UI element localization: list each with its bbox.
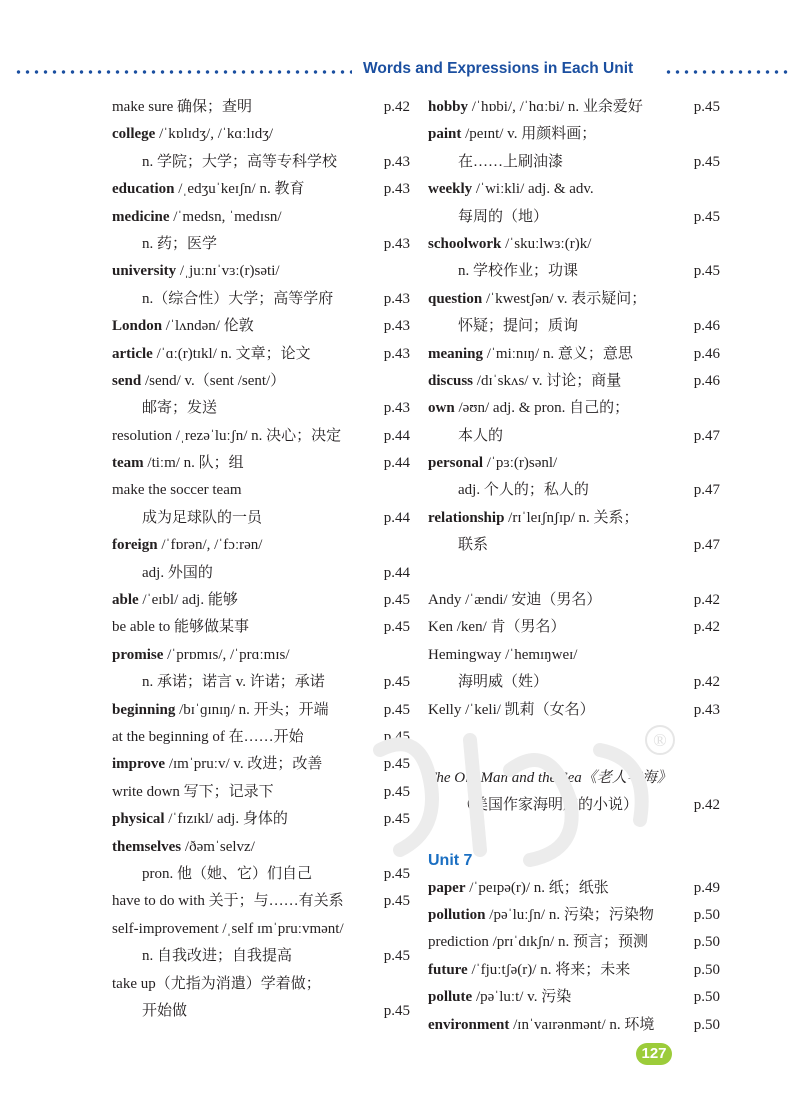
entry-text: 开始做 bbox=[142, 1002, 188, 1019]
entry-text: take up（尤指为消遣）学着做； bbox=[112, 975, 321, 992]
entry-text: /ˈskuːlwɜː(r)k/ bbox=[501, 235, 592, 252]
vocab-entry bbox=[112, 313, 410, 340]
vocab-entry bbox=[112, 423, 410, 450]
vocab-entry bbox=[112, 642, 410, 669]
headword: discuss bbox=[428, 372, 474, 389]
page-reference: p.45 bbox=[693, 153, 720, 170]
vocab-entry bbox=[428, 286, 720, 313]
vocab-entry bbox=[112, 94, 410, 121]
page-reference: p.43 bbox=[693, 701, 720, 718]
page-reference: p.47 bbox=[693, 482, 720, 499]
page-reference: p.44 bbox=[383, 427, 410, 444]
vocab-entry bbox=[112, 477, 410, 504]
vocab-entry bbox=[112, 888, 410, 915]
headword: personal bbox=[428, 455, 484, 472]
entry-text: /ˈpeɪpə(r)/ n. 纸；纸张 bbox=[465, 879, 609, 896]
left-vocabulary-column bbox=[112, 94, 410, 1025]
entry-text: be able to 能够做某事 bbox=[112, 619, 250, 636]
entry-text: /ˈfjuːtʃə(r)/ n. 将来；未来 bbox=[467, 961, 631, 978]
headword: relationship bbox=[428, 509, 505, 526]
entry-text: make sure 确保；查明 bbox=[112, 99, 252, 115]
vocab-entry bbox=[428, 875, 720, 902]
page-reference: p.45 bbox=[383, 728, 410, 745]
header-dots-left bbox=[14, 70, 352, 74]
vocab-entry bbox=[112, 368, 410, 395]
page-reference: p.45 bbox=[383, 674, 410, 691]
vocab-entry bbox=[428, 697, 720, 724]
vocab-entry bbox=[112, 587, 410, 614]
entry-text: n. 自我改进；自我提高 bbox=[142, 948, 293, 965]
page-reference: p.44 bbox=[383, 455, 410, 472]
headword: university bbox=[112, 263, 177, 280]
headword: hobby bbox=[428, 99, 469, 115]
entry-text: /ˈlʌndən/ 伦敦 bbox=[162, 318, 254, 335]
vocab-entry bbox=[112, 943, 410, 970]
page-reference: p.46 bbox=[693, 372, 720, 389]
vocab-entry bbox=[428, 614, 720, 641]
vocab-entry bbox=[428, 984, 720, 1011]
headword: article bbox=[112, 345, 153, 362]
page-reference: p.44 bbox=[383, 564, 410, 581]
entry-text: The Old Man and the Sea《老人与海》 bbox=[428, 769, 672, 786]
vocab-entry bbox=[112, 341, 410, 368]
vocab-entry bbox=[112, 834, 410, 861]
entry-text: /bɪˈɡɪnɪŋ/ n. 开头；开端 bbox=[175, 701, 329, 718]
vocab-entry bbox=[112, 779, 410, 806]
vocab-entry bbox=[428, 121, 720, 148]
entry-text: /ˈkɒlɪdʒ/, /ˈkɑːlɪdʒ/ bbox=[155, 126, 274, 143]
vocab-entry bbox=[112, 505, 410, 532]
entry-text: /ɪnˈvaɪrənmənt/ n. 环境 bbox=[509, 1016, 655, 1033]
page-reference: p.43 bbox=[383, 290, 410, 307]
vocab-entry bbox=[428, 587, 720, 614]
page-reference: p.45 bbox=[383, 619, 410, 636]
vocab-entry bbox=[428, 957, 720, 984]
headword: physical bbox=[112, 811, 165, 828]
vocab-entry bbox=[428, 1012, 720, 1039]
vocab-entry bbox=[112, 971, 410, 998]
entry-text: make the soccer team bbox=[112, 482, 242, 499]
entry-text: 联系 bbox=[458, 537, 489, 554]
headword: team bbox=[112, 455, 144, 472]
vocab-entry bbox=[112, 697, 410, 724]
headword: send bbox=[112, 372, 142, 389]
vocab-entry bbox=[112, 669, 410, 696]
watermark-registered-mark: ® bbox=[653, 730, 667, 750]
entry-text: 海明威（姓） bbox=[458, 674, 549, 691]
spacer bbox=[428, 820, 720, 847]
spacer bbox=[428, 560, 720, 587]
page-reference: p.45 bbox=[693, 99, 720, 115]
entry-text: self-improvement /ˌself ɪmˈpruːvmənt/ bbox=[112, 920, 344, 937]
entry-text: 成为足球队的一员 bbox=[142, 509, 263, 526]
headword: improve bbox=[112, 756, 166, 773]
vocab-entry bbox=[112, 121, 410, 148]
vocab-entry bbox=[112, 258, 410, 285]
vocab-entry bbox=[112, 998, 410, 1025]
vocab-entry bbox=[112, 916, 410, 943]
headword: meaning bbox=[428, 345, 484, 362]
vocab-entry bbox=[112, 532, 410, 559]
entry-text: /ˈɑː(r)tɪkl/ n. 文章；论文 bbox=[152, 345, 311, 362]
headword: schoolwork bbox=[428, 235, 502, 252]
page-reference: p.43 bbox=[383, 318, 410, 335]
right-vocabulary-column bbox=[428, 94, 720, 1039]
page-reference: p.42 bbox=[693, 797, 720, 814]
vocab-entry bbox=[428, 176, 720, 203]
vocab-entry bbox=[428, 395, 720, 422]
entry-text: 本人的 bbox=[458, 427, 504, 444]
entry-text: /pəˈluːʃn/ n. 污染；污染物 bbox=[485, 906, 654, 923]
page-reference: p.45 bbox=[383, 893, 410, 910]
entry-text: 怀疑；提问；质询 bbox=[458, 318, 579, 335]
headword: environment bbox=[428, 1016, 510, 1033]
vocab-entry bbox=[428, 313, 720, 340]
page-reference: p.45 bbox=[383, 783, 410, 800]
page-reference: p.46 bbox=[693, 345, 720, 362]
vocab-entry bbox=[428, 258, 720, 285]
headword: themselves bbox=[112, 838, 182, 855]
entry-text: n. 承诺；诺言 v. 许诺；承诺 bbox=[142, 674, 325, 691]
page-reference: p.42 bbox=[693, 592, 720, 609]
vocab-entry bbox=[428, 204, 720, 231]
entry-text: /əʊn/ adj. & pron. 自己的； bbox=[454, 400, 630, 417]
headword: medicine bbox=[112, 208, 170, 225]
page-reference: p.43 bbox=[383, 235, 410, 252]
entry-text: /ˈmedsn, ˈmedɪsn/ bbox=[169, 208, 282, 225]
entry-text: /tiːm/ n. 队；组 bbox=[143, 455, 244, 472]
entry-text: /send/ v.（sent /sent/） bbox=[141, 372, 286, 389]
vocab-entry bbox=[112, 806, 410, 833]
page-reference: p.45 bbox=[383, 756, 410, 773]
entry-text: n. 学校作业；功课 bbox=[458, 263, 579, 280]
headword: future bbox=[428, 961, 468, 978]
entry-text: /ðəmˈselvz/ bbox=[181, 838, 255, 855]
entry-text: /ˈfɪzɪkl/ adj. 身体的 bbox=[164, 811, 288, 828]
headword: able bbox=[112, 592, 139, 609]
entry-text: adj. 外国的 bbox=[142, 564, 213, 581]
page-reference: p.47 bbox=[693, 427, 720, 444]
page-reference: p.50 bbox=[693, 1016, 720, 1033]
page-reference: p.47 bbox=[693, 537, 720, 554]
page-reference: p.45 bbox=[383, 701, 410, 718]
page-reference: p.45 bbox=[383, 811, 410, 828]
headword: promise bbox=[112, 646, 164, 663]
headword: paint bbox=[428, 126, 462, 143]
vocab-entry bbox=[428, 669, 720, 696]
vocab-entry bbox=[428, 423, 720, 450]
vocab-entry bbox=[428, 532, 720, 559]
vocab-entry bbox=[428, 792, 720, 819]
vocab-entry bbox=[428, 368, 720, 395]
entry-text: /peɪnt/ v. 用颜料画； bbox=[461, 126, 597, 143]
vocab-entry bbox=[112, 724, 410, 751]
vocab-entry bbox=[428, 341, 720, 368]
entry-text: n. 药；医学 bbox=[142, 235, 218, 252]
page-reference: p.43 bbox=[383, 153, 410, 170]
headword: beginning bbox=[112, 701, 176, 718]
page-header bbox=[0, 58, 800, 86]
entry-text: （美国作家海明威的小说） bbox=[458, 797, 639, 814]
vocab-entry bbox=[112, 149, 410, 176]
vocab-entry bbox=[428, 902, 720, 929]
page-reference: p.50 bbox=[693, 934, 720, 951]
entry-text: /ɪmˈpruːv/ v. 改进；改善 bbox=[165, 756, 323, 773]
unit-heading-text: Unit 7 bbox=[428, 852, 473, 870]
vocab-entry bbox=[112, 395, 410, 422]
headword: pollute bbox=[428, 989, 473, 1006]
entry-text: n. 学院；大学；高等专科学校 bbox=[142, 153, 338, 170]
page-reference: p.49 bbox=[693, 879, 720, 896]
page-reference: p.50 bbox=[693, 989, 720, 1006]
page-reference: p.42 bbox=[383, 99, 410, 115]
entry-text: /ˈprɒmɪs/, /ˈprɑːmɪs/ bbox=[163, 646, 290, 663]
page-reference: p.45 bbox=[383, 948, 410, 965]
page-reference: p.50 bbox=[693, 906, 720, 923]
vocab-entry bbox=[112, 204, 410, 231]
entry-text: /rɪˈleɪʃnʃɪp/ n. 关系； bbox=[504, 509, 639, 526]
page-reference: p.44 bbox=[383, 509, 410, 526]
vocab-entry bbox=[112, 450, 410, 477]
headword: own bbox=[428, 400, 455, 417]
entry-text: /ˈmiːnɪŋ/ n. 意义；意思 bbox=[483, 345, 633, 362]
vocab-entry bbox=[428, 231, 720, 258]
entry-text: have to do with 关于；与……有关系 bbox=[112, 893, 344, 910]
spacer bbox=[428, 724, 720, 765]
header-dots-right bbox=[664, 70, 788, 74]
vocab-entry bbox=[428, 94, 720, 121]
vocab-entry bbox=[112, 231, 410, 258]
vocab-entry bbox=[428, 505, 720, 532]
entry-text: /ˈhɒbi/, /ˈhɑːbi/ n. 业余爱好 bbox=[468, 99, 643, 115]
page-reference: p.42 bbox=[693, 619, 720, 636]
page-reference: p.45 bbox=[693, 208, 720, 225]
vocab-entry bbox=[428, 929, 720, 956]
page-reference: p.45 bbox=[383, 1002, 410, 1019]
entry-text: /ˌjuːnɪˈvɜː(r)səti/ bbox=[176, 263, 280, 280]
page-reference: p.43 bbox=[383, 400, 410, 417]
headword: weekly bbox=[428, 181, 473, 198]
vocab-entry bbox=[112, 861, 410, 888]
entry-text: Hemingway /ˈhemɪŋweɪ/ bbox=[428, 646, 578, 663]
entry-text: /ˈfɒrən/, /ˈfɔːrən/ bbox=[157, 537, 263, 554]
entry-text: Kelly /ˈkeli/ 凯莉（女名） bbox=[428, 701, 595, 718]
entry-text: 在……上刷油漆 bbox=[458, 153, 564, 170]
page-reference: p.42 bbox=[693, 674, 720, 691]
entry-text: /ˈeɪbl/ adj. 能够 bbox=[138, 592, 238, 609]
vocab-entry bbox=[428, 450, 720, 477]
page-reference: p.50 bbox=[693, 961, 720, 978]
vocab-entry bbox=[112, 286, 410, 313]
vocab-entry bbox=[112, 176, 410, 203]
entry-text: /ˈpɜː(r)sənl/ bbox=[483, 455, 558, 472]
headword: paper bbox=[428, 879, 466, 896]
entry-text: /ˈkwestʃən/ v. 表示疑问； bbox=[482, 290, 647, 307]
headword: college bbox=[112, 126, 156, 143]
vocab-entry bbox=[112, 614, 410, 641]
entry-text: write down 写下；记录下 bbox=[112, 783, 274, 800]
page-reference: p.45 bbox=[383, 865, 410, 882]
vocab-entry bbox=[112, 560, 410, 587]
page-reference: p.46 bbox=[693, 318, 720, 335]
header-title: Words and Expressions in Each Unit bbox=[363, 60, 634, 77]
unit-heading bbox=[428, 847, 720, 874]
entry-text: pron. 他（她、它）们自己 bbox=[142, 865, 312, 882]
vocab-entry bbox=[428, 642, 720, 669]
page-reference: p.43 bbox=[383, 345, 410, 362]
headword: education bbox=[112, 181, 175, 198]
entry-text: resolution /ˌrezəˈluːʃn/ n. 决心；决定 bbox=[112, 427, 342, 444]
entry-text: prediction /prɪˈdɪkʃn/ n. 预言；预测 bbox=[428, 934, 648, 951]
entry-text: Andy /ˈændi/ 安迪（男名） bbox=[428, 592, 602, 609]
headword: question bbox=[428, 290, 483, 307]
entry-text: /pəˈluːt/ v. 污染 bbox=[472, 989, 572, 1006]
entry-text: Ken /ken/ 肯（男名） bbox=[428, 619, 566, 636]
vocab-entry bbox=[428, 765, 720, 792]
vocab-entry bbox=[428, 149, 720, 176]
entry-text: adj. 个人的；私人的 bbox=[458, 482, 589, 499]
entry-text: /dɪˈskʌs/ v. 讨论；商量 bbox=[473, 372, 622, 389]
page-reference: p.45 bbox=[693, 263, 720, 280]
headword: pollution bbox=[428, 906, 486, 923]
entry-text: /ˈwiːkli/ adj. & adv. bbox=[472, 181, 594, 198]
entry-text: 邮寄；发送 bbox=[142, 400, 218, 417]
page-reference: p.45 bbox=[383, 592, 410, 609]
entry-text: at the beginning of 在……开始 bbox=[112, 728, 304, 745]
headword: foreign bbox=[112, 537, 158, 554]
page-number: 127 bbox=[636, 1043, 672, 1065]
entry-text: n.（综合性）大学；高等学府 bbox=[142, 290, 334, 307]
entry-text: /ˌedʒuˈkeɪʃn/ n. 教育 bbox=[174, 181, 305, 198]
headword: London bbox=[112, 318, 163, 335]
vocab-entry bbox=[428, 477, 720, 504]
entry-text: 每周的（地） bbox=[458, 208, 549, 225]
page-reference: p.43 bbox=[383, 181, 410, 198]
vocab-entry bbox=[112, 751, 410, 778]
